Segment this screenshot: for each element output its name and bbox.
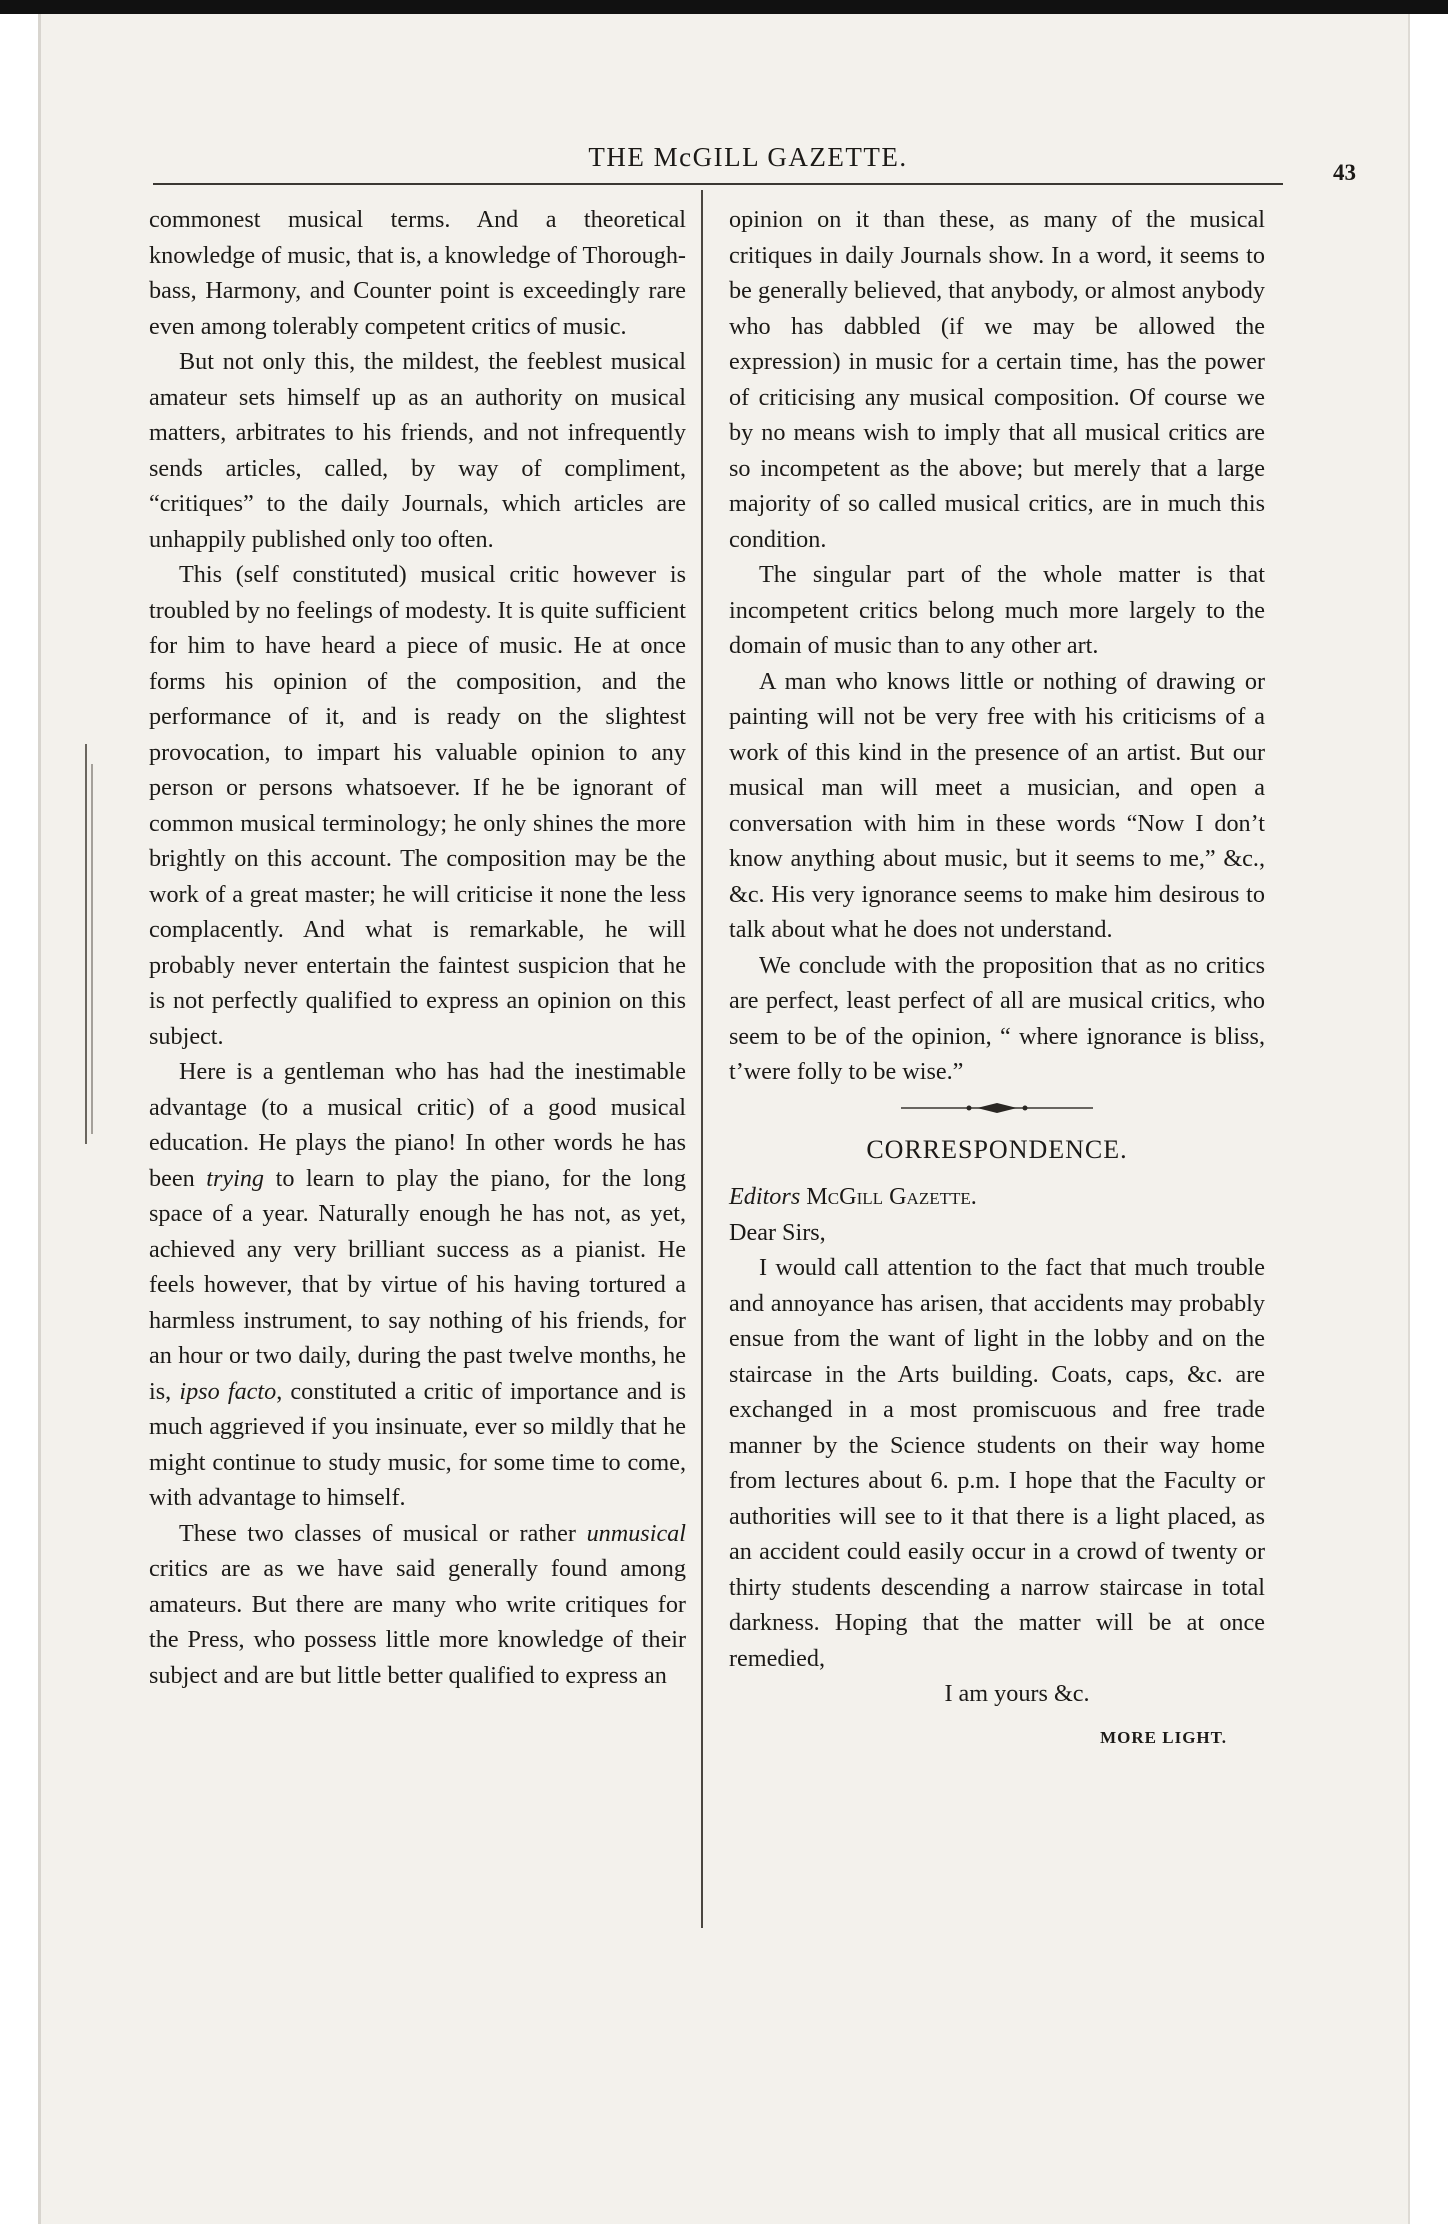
paragraph: A man who knows little or nothing of drawing or painting will not be very free with his criticisms of a work of this kind in the presence of an artist. But our musical man will meet a musician, and open a conversation with him in these words “Now I don’t know anything about music, but it seems to me,” &c., &c. His very ignorance seems to make him desirous to talk about what he does not understand. xyxy=(729,667,1265,943)
paragraph: This (self constituted) musical critic however is troubled by no feelings of modesty. It is quite sufficient for him to have heard a piece of music. He at once forms his opinion of the composition, and the performance of it, and is ready on the slightest provocation, to impart his valuable opinion to any person or persons whatsoever. If he be ignorant of common musical terminology; he only shines the more brightly on this account. The composition may be the work of a great master; he will criticise it none the less complacently. And what is remarkable, he will probably never entertain the faintest suspicion that he is not perfectly qualified to express an opinion on this subject. xyxy=(149,561,686,1050)
left-column xyxy=(149,202,686,1693)
page-number: 43 xyxy=(1333,160,1356,185)
paragraph: We conclude with the proposition that as no critics are perfect, least perfect of all are musical critics, who seem to be of the opinion, “ where ignorance is bliss, t’were folly to be wise.” xyxy=(729,951,1265,1085)
page-header xyxy=(78,142,1418,186)
paragraph xyxy=(149,1516,686,1694)
scan-edge xyxy=(0,0,1448,14)
text-span: , constituted a critic of importance and is much aggrieved if you insinuate, ever so mildly that he might continue to study music, for some time to come, with advantage to himself. xyxy=(149,1377,687,1511)
section-divider-ornament xyxy=(897,1100,1097,1116)
emphasis: trying xyxy=(206,1164,265,1192)
emphasis: Editors xyxy=(729,1183,801,1210)
text-span: These two classes of musical or rather xyxy=(179,1519,587,1547)
section-heading: CORRESPONDENCE. xyxy=(866,1134,1128,1164)
header-rule xyxy=(153,183,1283,185)
letter-closing: I am yours &c. xyxy=(944,1680,1090,1707)
column-rule xyxy=(701,190,703,1928)
text-span: Here is a gentleman who has had the inestimable advantage (to a musical critic) of a good musical education. He plays the piano! In other words he has been xyxy=(149,1058,686,1192)
paragraph: commonest musical terms. And a theoretical knowledge of music, that is, a knowledge of Thorough-bass, Harmony, and Counter point is exceedingly rare even among tolerably competent critics of music. xyxy=(149,206,686,340)
text-span: critics are as we have said generally found among amateurs. But there are many who write critiques for the Press, who possess little more knowledge of their subject and are but little better qualified to express an xyxy=(149,1555,686,1689)
letter-body: I would call attention to the fact that much trouble and annoyance has arisen, that accidents may probably ensue from the want of light in the lobby and on the staircase in the Arts building. Coats, caps, &c. are exchanged in a most promiscuous and free trade manner by the Science students on their way home from lectures about 6. p.m. I hope that the Faculty or authorities will see to it that there is a light placed, as an accident could easily occur in a crowd of twenty or thirty students descending a narrow staircase in total darkness. Hoping that the matter will be at once remedied, xyxy=(729,1254,1265,1672)
paragraph: The singular part of the whole matter is that incompetent critics belong much more largely to the domain of music than to any other art. xyxy=(729,561,1265,659)
paragraph: But not only this, the mildest, the feeblest musical amateur sets himself up as an authority on musical matters, arbitrates to his friends, and not infrequently sends articles, called, by way of compliment, “critiques” to the daily Journals, which articles are unhappily published only too often. xyxy=(149,348,686,553)
emphasis: ipso facto xyxy=(179,1377,277,1405)
paragraph: opinion on it than these, as many of the musical critiques in daily Journals show. In a word, it seems to be generally believed, that anybody, or almost anybody who has dabbled (if we may be allowed the expression) in music for a certain time, has the power of criticising any musical composition. Of course we by no means wish to imply that all musical critics are so incompetent as the above; but merely that a large majority of so called musical critics, are in much this condition. xyxy=(729,206,1265,553)
letter-signature: MORE LIGHT. xyxy=(1100,1727,1227,1747)
letter-salutation: Dear Sirs, xyxy=(729,1218,826,1246)
text-span: McGill Gazette. xyxy=(800,1183,977,1210)
margin-pencil-mark xyxy=(80,734,100,1154)
running-title: THE McGILL GAZETTE. xyxy=(588,142,908,172)
paragraph xyxy=(149,1054,686,1516)
right-column xyxy=(729,202,1265,1755)
emphasis: unmusical xyxy=(586,1519,686,1547)
text-span: to learn to play the piano, for the long space of a year. Naturally enough he has not, as yet, achieved any very brilliant success as a pianist. He feels however, that by virtue of his having tortured a harmless instrument, to say nothing of his friends, for an hour or two daily, during the past twelve months, he is, xyxy=(149,1164,686,1405)
letter-addressee xyxy=(729,1179,1265,1215)
